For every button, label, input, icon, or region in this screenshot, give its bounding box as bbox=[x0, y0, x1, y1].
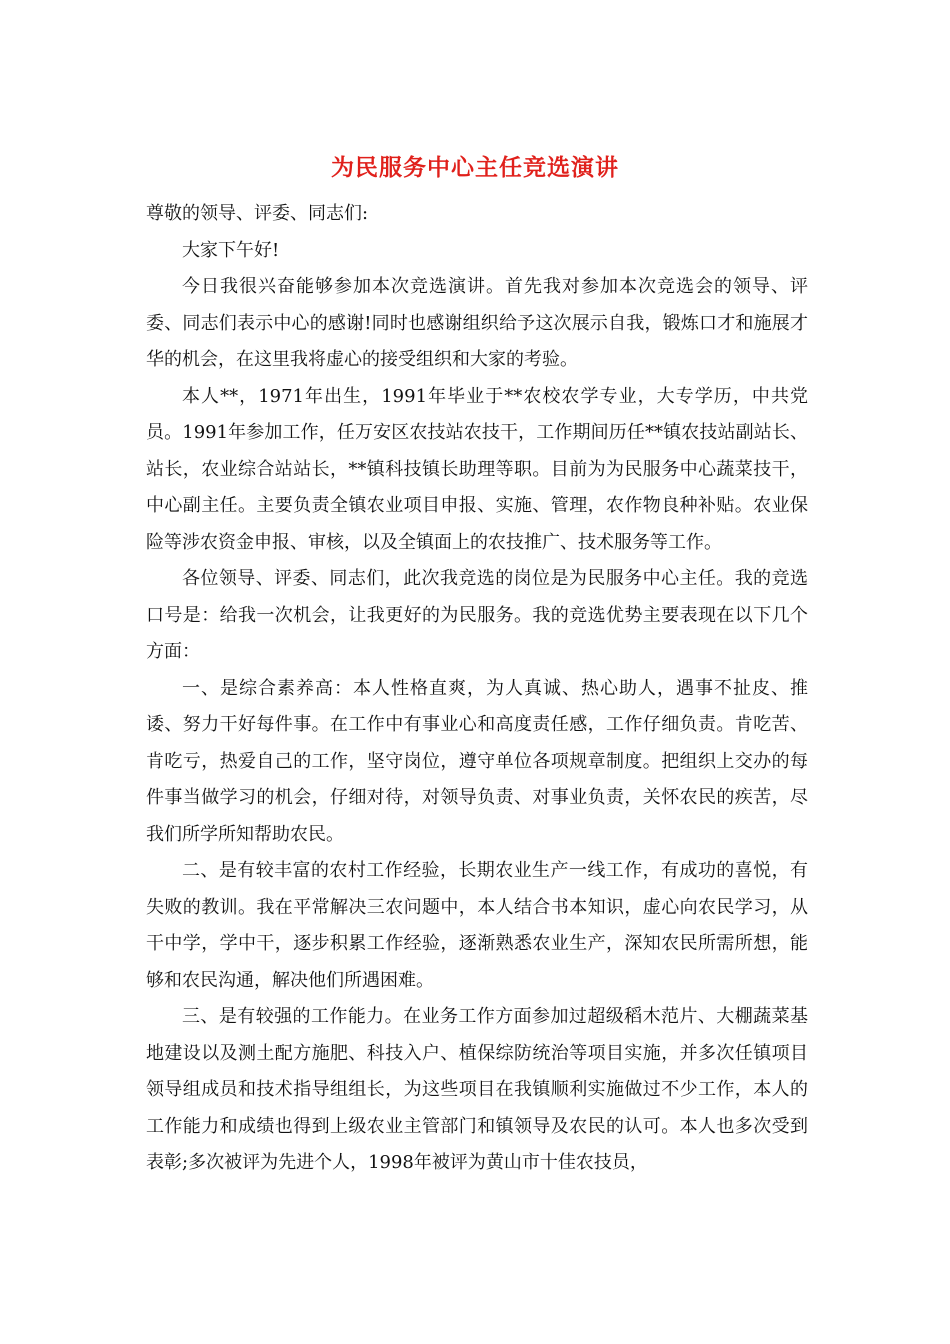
document-body bbox=[146, 196, 808, 1182]
paragraph-advantage-two: 二、是有较丰富的农村工作经验，长期农业生产一线工作，有成功的喜悦，有失败的教训。我在平常解决三农问题中，本人结合书本知识，虚心向农民学习，从干中学，学中干，逐步积累工作经验，逐渐熟悉农业生产，深知农民所需所想，能够和农民沟通，解决他们所遇困难。 bbox=[146, 860, 808, 991]
paragraph-advantage-three: 三、是有较强的工作能力。在业务工作方面参加过超级稻木范片、大棚蔬菜基地建设以及测土配方施肥、科技入户、植保综防统治等项目实施，并多次任镇项目领导组成员和技术指导组组长，为这些项目在我镇顺利实施做过不少工作，本人的工作能力和成绩也得到上级农业主管部门和镇领导及农民的认可。本人也多次受到表彰;多次被评为先进个人，1998年被评为黄山市十佳农技员， bbox=[146, 1006, 808, 1173]
paragraph-campaign-position: 各位领导、评委、同志们，此次我竞选的岗位是为民服务中心主任。我的竞选口号是：给我一次机会，让我更好的为民服务。我的竞选优势主要表现在以下几个方面： bbox=[146, 568, 808, 662]
paragraph-opening: 今日我很兴奋能够参加本次竞选演讲。首先我对参加本次竞选会的领导、评委、同志们表示中心的感谢!同时也感谢组织给予这次展示自我，锻炼口才和施展才华的机会，在这里我将虚心的接受组织和大家的考验。 bbox=[146, 276, 808, 370]
greeting: 大家下午好! bbox=[182, 239, 280, 261]
salutation: 尊敬的领导、评委、同志们: bbox=[146, 203, 369, 224]
paragraph-self-introduction: 本人**，1971年出生，1991年毕业于**农校农学专业，大专学历，中共党员。1991年参加工作，任万安区农技站农技干，工作期间历任**镇农技站副站长、站长，农业综合站站长，**镇科技镇长助理等职。目前为为民服务中心蔬菜技干，中心副主任。主要负责全镇农业项目申报、实施、管理，农作物良种补贴。农业保险等涉农资金申报、审核，以及全镇面上的农技推广、技术服务等工作。 bbox=[146, 385, 808, 553]
document-title: 为民服务中心主任竞选演讲 bbox=[331, 154, 619, 181]
paragraph-advantage-one: 一、是综合素养高：本人性格直爽，为人真诚、热心助人，遇事不扯皮、推诿、努力干好每件事。在工作中有事业心和高度责任感，工作仔细负责。肯吃苦、肯吃亏，热爱自己的工作，坚守岗位，遵守单位各项规章制度。把组织上交办的每件事当做学习的机会，仔细对待，对领导负责、对事业负责，关怀农民的疾苦，尽我们所学所知帮助农民。 bbox=[146, 677, 808, 845]
